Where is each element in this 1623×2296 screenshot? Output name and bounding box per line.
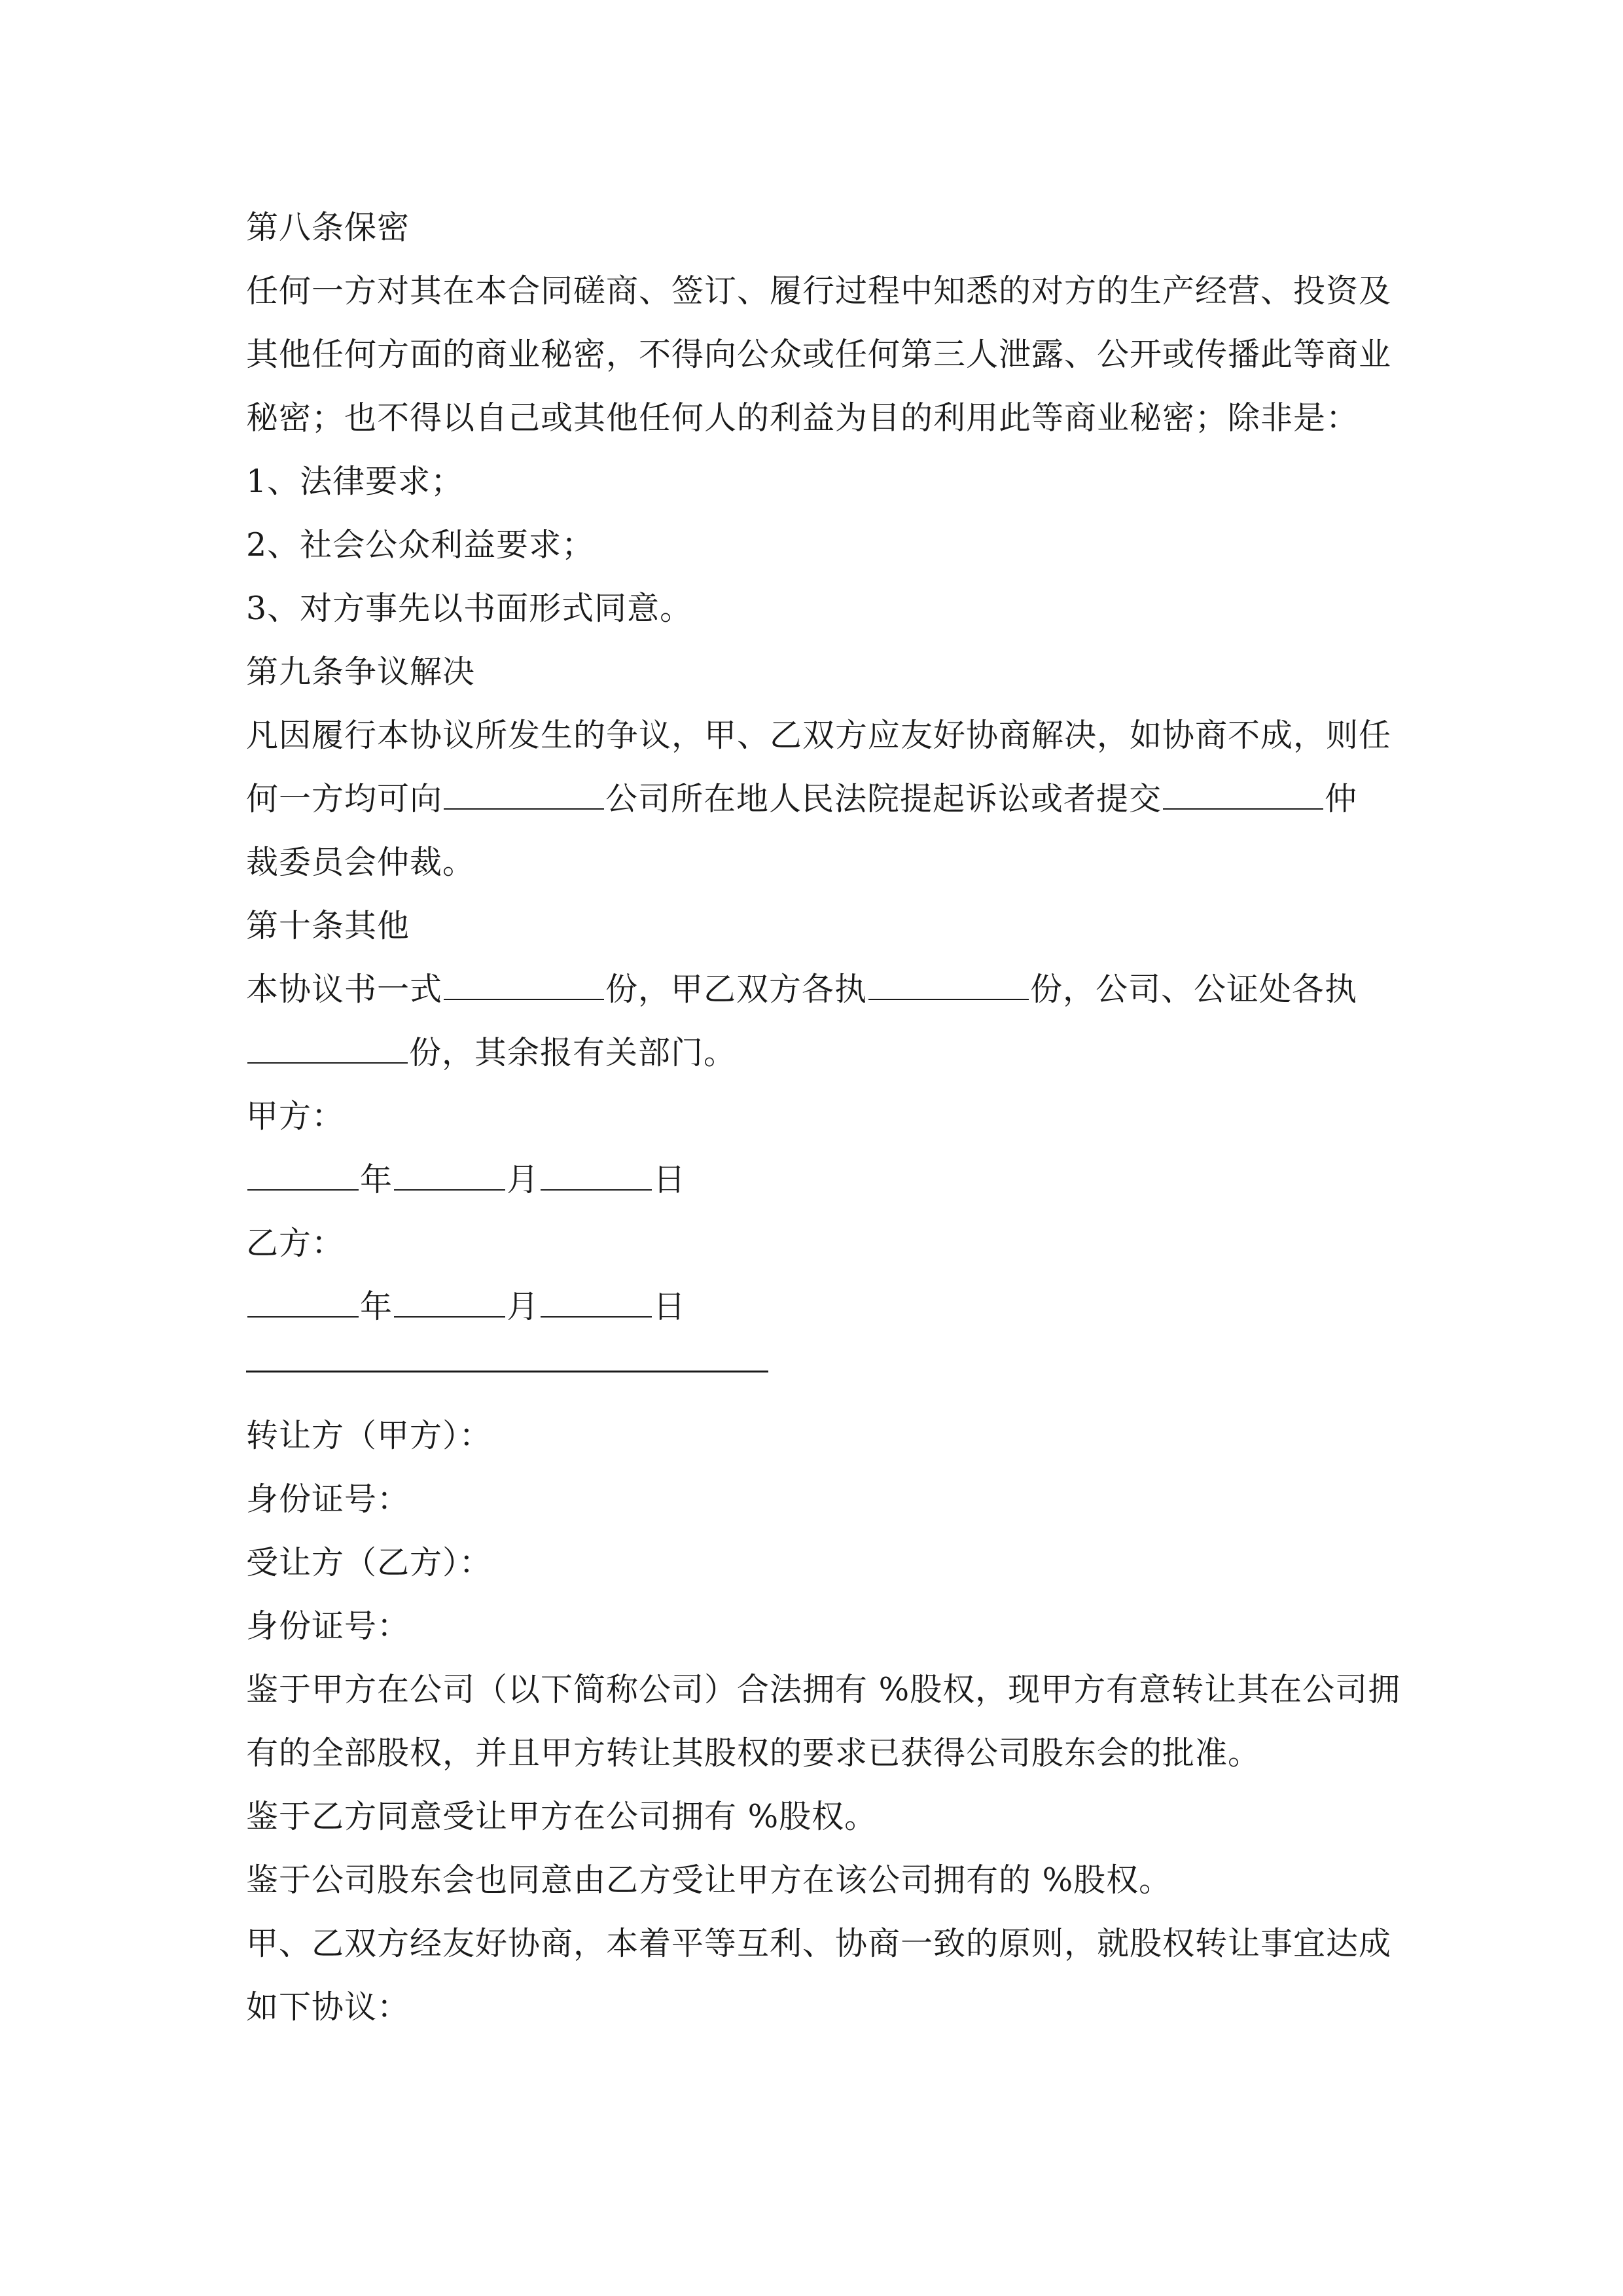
party-a-date <box>246 1160 1378 1200</box>
article-9-text-b: 公司所在地人民法院提起诉讼或者提交 <box>605 780 1162 817</box>
copies-company-notary-blank[interactable] <box>247 1033 408 1064</box>
whereas-1-line-2: 有的全部股权，并且甲方转让其股权的要求已获得公司股东会的批准。 <box>246 1734 1261 1772</box>
article-9-paragraph-line-1: 凡因履行本协议所发生的争议，甲、乙双方应友好协商解决，如协商不成，则任 <box>246 717 1392 754</box>
agreement-intro-line-1: 甲、乙双方经友好协商，本着平等互利、协商一致的原则，就股权转让事宜达成 <box>246 1925 1392 1962</box>
article-9-text-a: 何一方均可向 <box>246 780 443 817</box>
article-8-title: 第八条保密 <box>246 209 410 246</box>
party-b-date <box>246 1287 1378 1327</box>
article-10-text-a: 本协议书一式 <box>246 971 443 1008</box>
section-divider <box>246 1371 768 1372</box>
party-a-month-blank[interactable] <box>394 1160 505 1191</box>
month-label: 月 <box>507 1288 540 1325</box>
party-a-label: 甲方： <box>246 1098 345 1135</box>
article-10-text-b: 份，甲乙双方各执 <box>605 971 868 1008</box>
day-label: 日 <box>653 1288 687 1325</box>
transferor-id-label: 身份证号： <box>246 1480 410 1518</box>
whereas-1-line-1: 鉴于甲方在公司（以下简称公司）合法拥有 %股权，现甲方有意转让其在公司拥 <box>246 1671 1401 1708</box>
court-location-blank[interactable] <box>444 780 604 810</box>
copies-total-blank[interactable] <box>444 970 604 1000</box>
transferee-label: 受让方（乙方）： <box>246 1544 492 1581</box>
article-9-paragraph-line-2 <box>246 780 1378 819</box>
copies-each-party-blank[interactable] <box>868 970 1029 1000</box>
article-10-title: 第十条其他 <box>246 907 410 944</box>
party-b-year-blank[interactable] <box>247 1287 359 1318</box>
article-8-paragraph-line-2: 其他任何方面的商业秘密，不得向公众或任何第三人泄露、公开或传播此等商业 <box>246 336 1392 373</box>
party-a-day-blank[interactable] <box>541 1160 652 1191</box>
transferee-id-label: 身份证号： <box>246 1607 410 1645</box>
article-9-paragraph-line-3: 裁委员会仲裁。 <box>246 844 476 881</box>
day-label: 日 <box>653 1161 687 1198</box>
article-9-text-c: 仲 <box>1325 780 1358 817</box>
party-a-year-blank[interactable] <box>247 1160 359 1191</box>
article-10-paragraph-line-1 <box>246 970 1378 1009</box>
whereas-3: 鉴于公司股东会也同意由乙方受让甲方在该公司拥有的 %股权。 <box>246 1861 1172 1899</box>
article-8-item-1: 1、法律要求； <box>246 463 464 500</box>
arbitration-commission-blank[interactable] <box>1163 780 1323 810</box>
article-10-paragraph-line-2 <box>246 1033 1378 1073</box>
article-8-paragraph-line-1: 任何一方对其在本合同磋商、签订、履行过程中知悉的对方的生产经营、投资及 <box>246 272 1392 310</box>
year-label: 年 <box>360 1161 393 1198</box>
article-8-paragraph-line-3: 秘密；也不得以自己或其他任何人的利益为目的利用此等商业秘密；除非是： <box>246 399 1359 437</box>
transferor-label: 转让方（甲方）： <box>246 1417 492 1454</box>
agreement-intro-line-2: 如下协议： <box>246 1988 410 2026</box>
party-b-label: 乙方： <box>246 1225 345 1262</box>
party-b-day-blank[interactable] <box>541 1287 652 1318</box>
article-8-item-3: 3、对方事先以书面形式同意。 <box>246 590 693 627</box>
party-b-month-blank[interactable] <box>394 1287 505 1318</box>
year-label: 年 <box>360 1288 393 1325</box>
whereas-2: 鉴于乙方同意受让甲方在公司拥有 %股权。 <box>246 1798 878 1835</box>
article-10-text-c: 份，公司、公证处各执 <box>1030 971 1358 1008</box>
article-9-title: 第九条争议解决 <box>246 653 476 691</box>
article-10-text-d: 份，其余报有关部门。 <box>409 1034 737 1071</box>
article-8-item-2: 2、社会公众利益要求； <box>246 526 595 564</box>
month-label: 月 <box>507 1161 540 1198</box>
